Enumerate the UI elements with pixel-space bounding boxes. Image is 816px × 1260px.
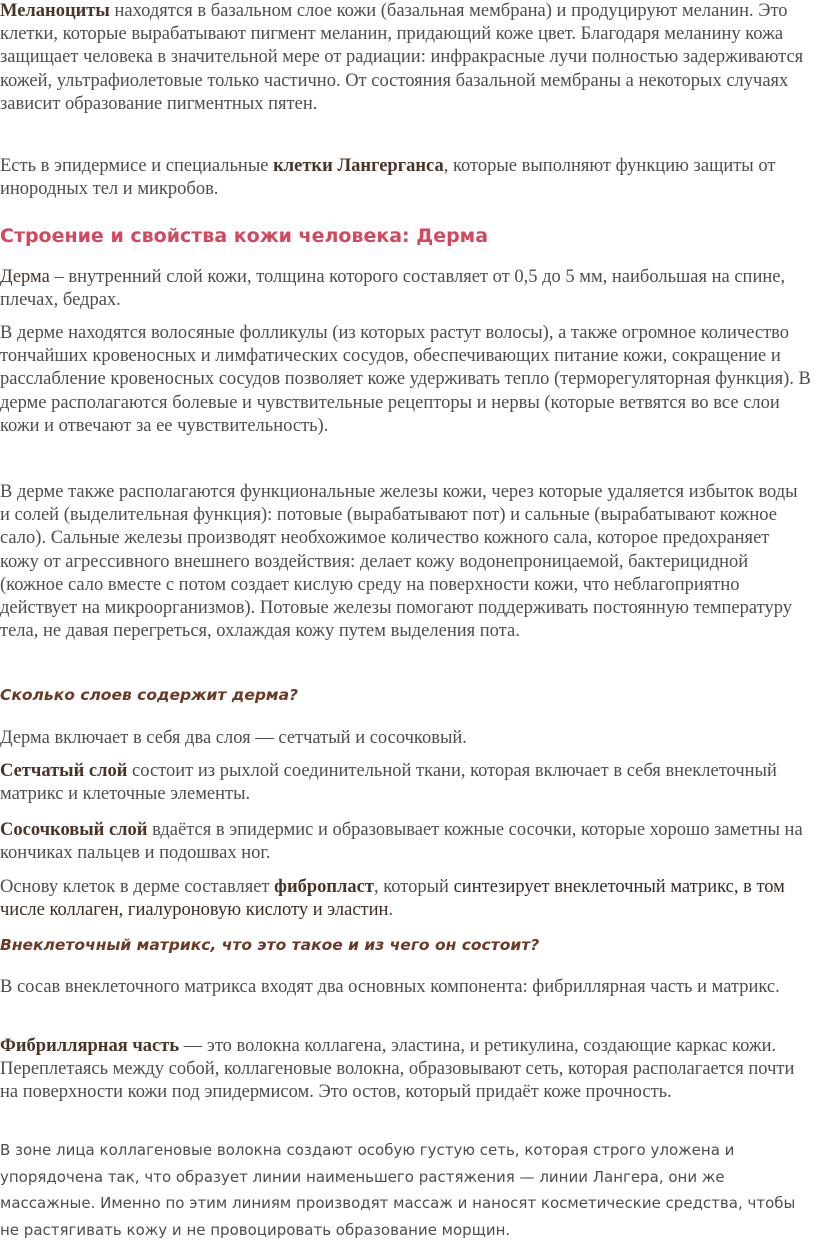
- paragraph-fibroblast: [0, 876, 812, 922]
- paragraph-melanocytes: [0, 0, 812, 116]
- paragraph-papillary-layer-text: вдаётся в эпидермис и образовывает кожные сосочки, которые хорошо заметны на кончиках пальцев и подошвах ног.: [0, 820, 803, 864]
- paragraph-melanocytes-text: находятся в базальном слое кожи (базальная мембрана) и продуцируют меланин. Это клетки, которые вырабатывают пигмент меланин, придающий коже цвет. Благодаря меланину кожа защищает человека в значительной мере от радиации: инфракрасные лучи полностью задерживаются кожей, ультрафиолетовые только частично. От состояния базальной мембраны а некоторых случаях зависит образование пигментных пятен.: [0, 1, 804, 114]
- term-papillary-layer: Сосочковый слой: [0, 820, 148, 840]
- paragraph-derma-two-layers: Дерма включает в себя два слоя — сетчатый и сосочковый.: [0, 728, 467, 748]
- paragraph-reticular-layer: [0, 760, 812, 806]
- paragraph-derma-definition: [0, 266, 812, 312]
- paragraph-fibrillar-part-text: — это волокна коллагена, эластина, и ретикулина, создающие каркас кожи. Переплетаясь между собой, коллагеновые волокна, образовывают сеть, которая располагается почти на поверхности кожи под эпидермисом. Это остов, который придаёт коже прочность.: [0, 1036, 795, 1103]
- paragraph-langerhans: [0, 155, 812, 201]
- paragraph-papillary-layer: [0, 819, 812, 865]
- paragraph-fibroblast-after: .: [388, 900, 394, 921]
- paragraph-derma-glands: В дерме также располагаются функциональные железы кожи, через которые удаляется избыток воды и солей (выделительная функция): потовые (вырабатывают пот) и сальные (вырабатывают кожное сало). Сальные железы производят необхожимое количество кожного сала, которое предохраняет кожу от агрессивного внешнего воздействия: делает кожу водонепроницаемой, бактерицидной (кожное сало вместе с потом создает кислую среду на поверхности кожи, что неблагоприятно действует на микроорганизмов). Потовые железы помогают поддерживать постоянную температуру тела, не давая перегреться, охлаждая кожу путем выделения пота.: [0, 482, 798, 642]
- paragraph-fibroblast-middle: , который: [373, 877, 454, 897]
- paragraph-derma-follicles: В дерме находятся волосяные фолликулы (из которых растут волосы), а также огромное количество тончайших кровеносных и лимфатических сосудов, обеспечивающих питание кожи, сокращение и расслабление кровеносных сосудов позволяет коже удерживать тепло (терморегуляторная функция). В дерме располагаются болевые и чувствительные рецепторы и нервы (которые ветвятся во все слои кожи и отвечают за ее чувствительность).: [0, 323, 811, 436]
- highlight-matrix-synthesis: синтезирует внеклеточный матрикс, в том числе коллаген, гиалуроновую кислоту и эластин: [0, 877, 785, 921]
- heading-derma: Строение и свойства кожи человека: Дерма: [0, 225, 489, 247]
- paragraph-matrix-composition: В сосав внеклеточного матрикса входят два основных компонента: фибриллярная часть и матрикс.: [0, 977, 780, 997]
- question-extracellular-matrix: Внеклеточный матрикс, что это такое и из чего он состоит?: [0, 936, 540, 954]
- term-fibrillar-part: Фибриллярная часть: [0, 1036, 180, 1056]
- term-reticular-layer: Сетчатый слой: [0, 761, 128, 781]
- paragraph-langerhans-after: , которые выполняют функцию защиты от инородных тел и микробов.: [0, 156, 776, 200]
- term-langerhans: клетки Лангерганса: [273, 156, 444, 176]
- question-derma-layers: Сколько слоев содержит дерма?: [0, 686, 299, 704]
- term-derma: Дерма: [0, 267, 50, 287]
- paragraph-langer-lines: В зоне лица коллагеновые волокна создают особую густую сеть, которая строго уложена и упорядочена так, что образует линии наименьшего растяжения — линии Лангера, они же массажные. Именно по этим линиям производят массаж и наносят косметические средства, чтобы не растягивать кожу и не провоцировать образование морщин.: [0, 1141, 796, 1239]
- paragraph-reticular-layer-text: состоит из рыхлой соединительной ткани, которая включает в себя внеклеточный матрикс и клеточные элементы.: [0, 761, 777, 805]
- paragraph-derma-definition-text: – внутренний слой кожи, толщина которого составляет от 0,5 до 5 мм, наибольшая на спине, плечах, бедрах.: [0, 267, 786, 311]
- term-melanocytes: Меланоциты: [0, 1, 110, 21]
- paragraph-langerhans-before: Есть в эпидермисе и специальные: [0, 156, 274, 176]
- paragraph-fibroblast-before: Основу клеток в дерме составляет: [0, 877, 275, 897]
- term-fibroblast: фибропласт: [274, 877, 374, 897]
- paragraph-fibrillar-part: [0, 1035, 812, 1105]
